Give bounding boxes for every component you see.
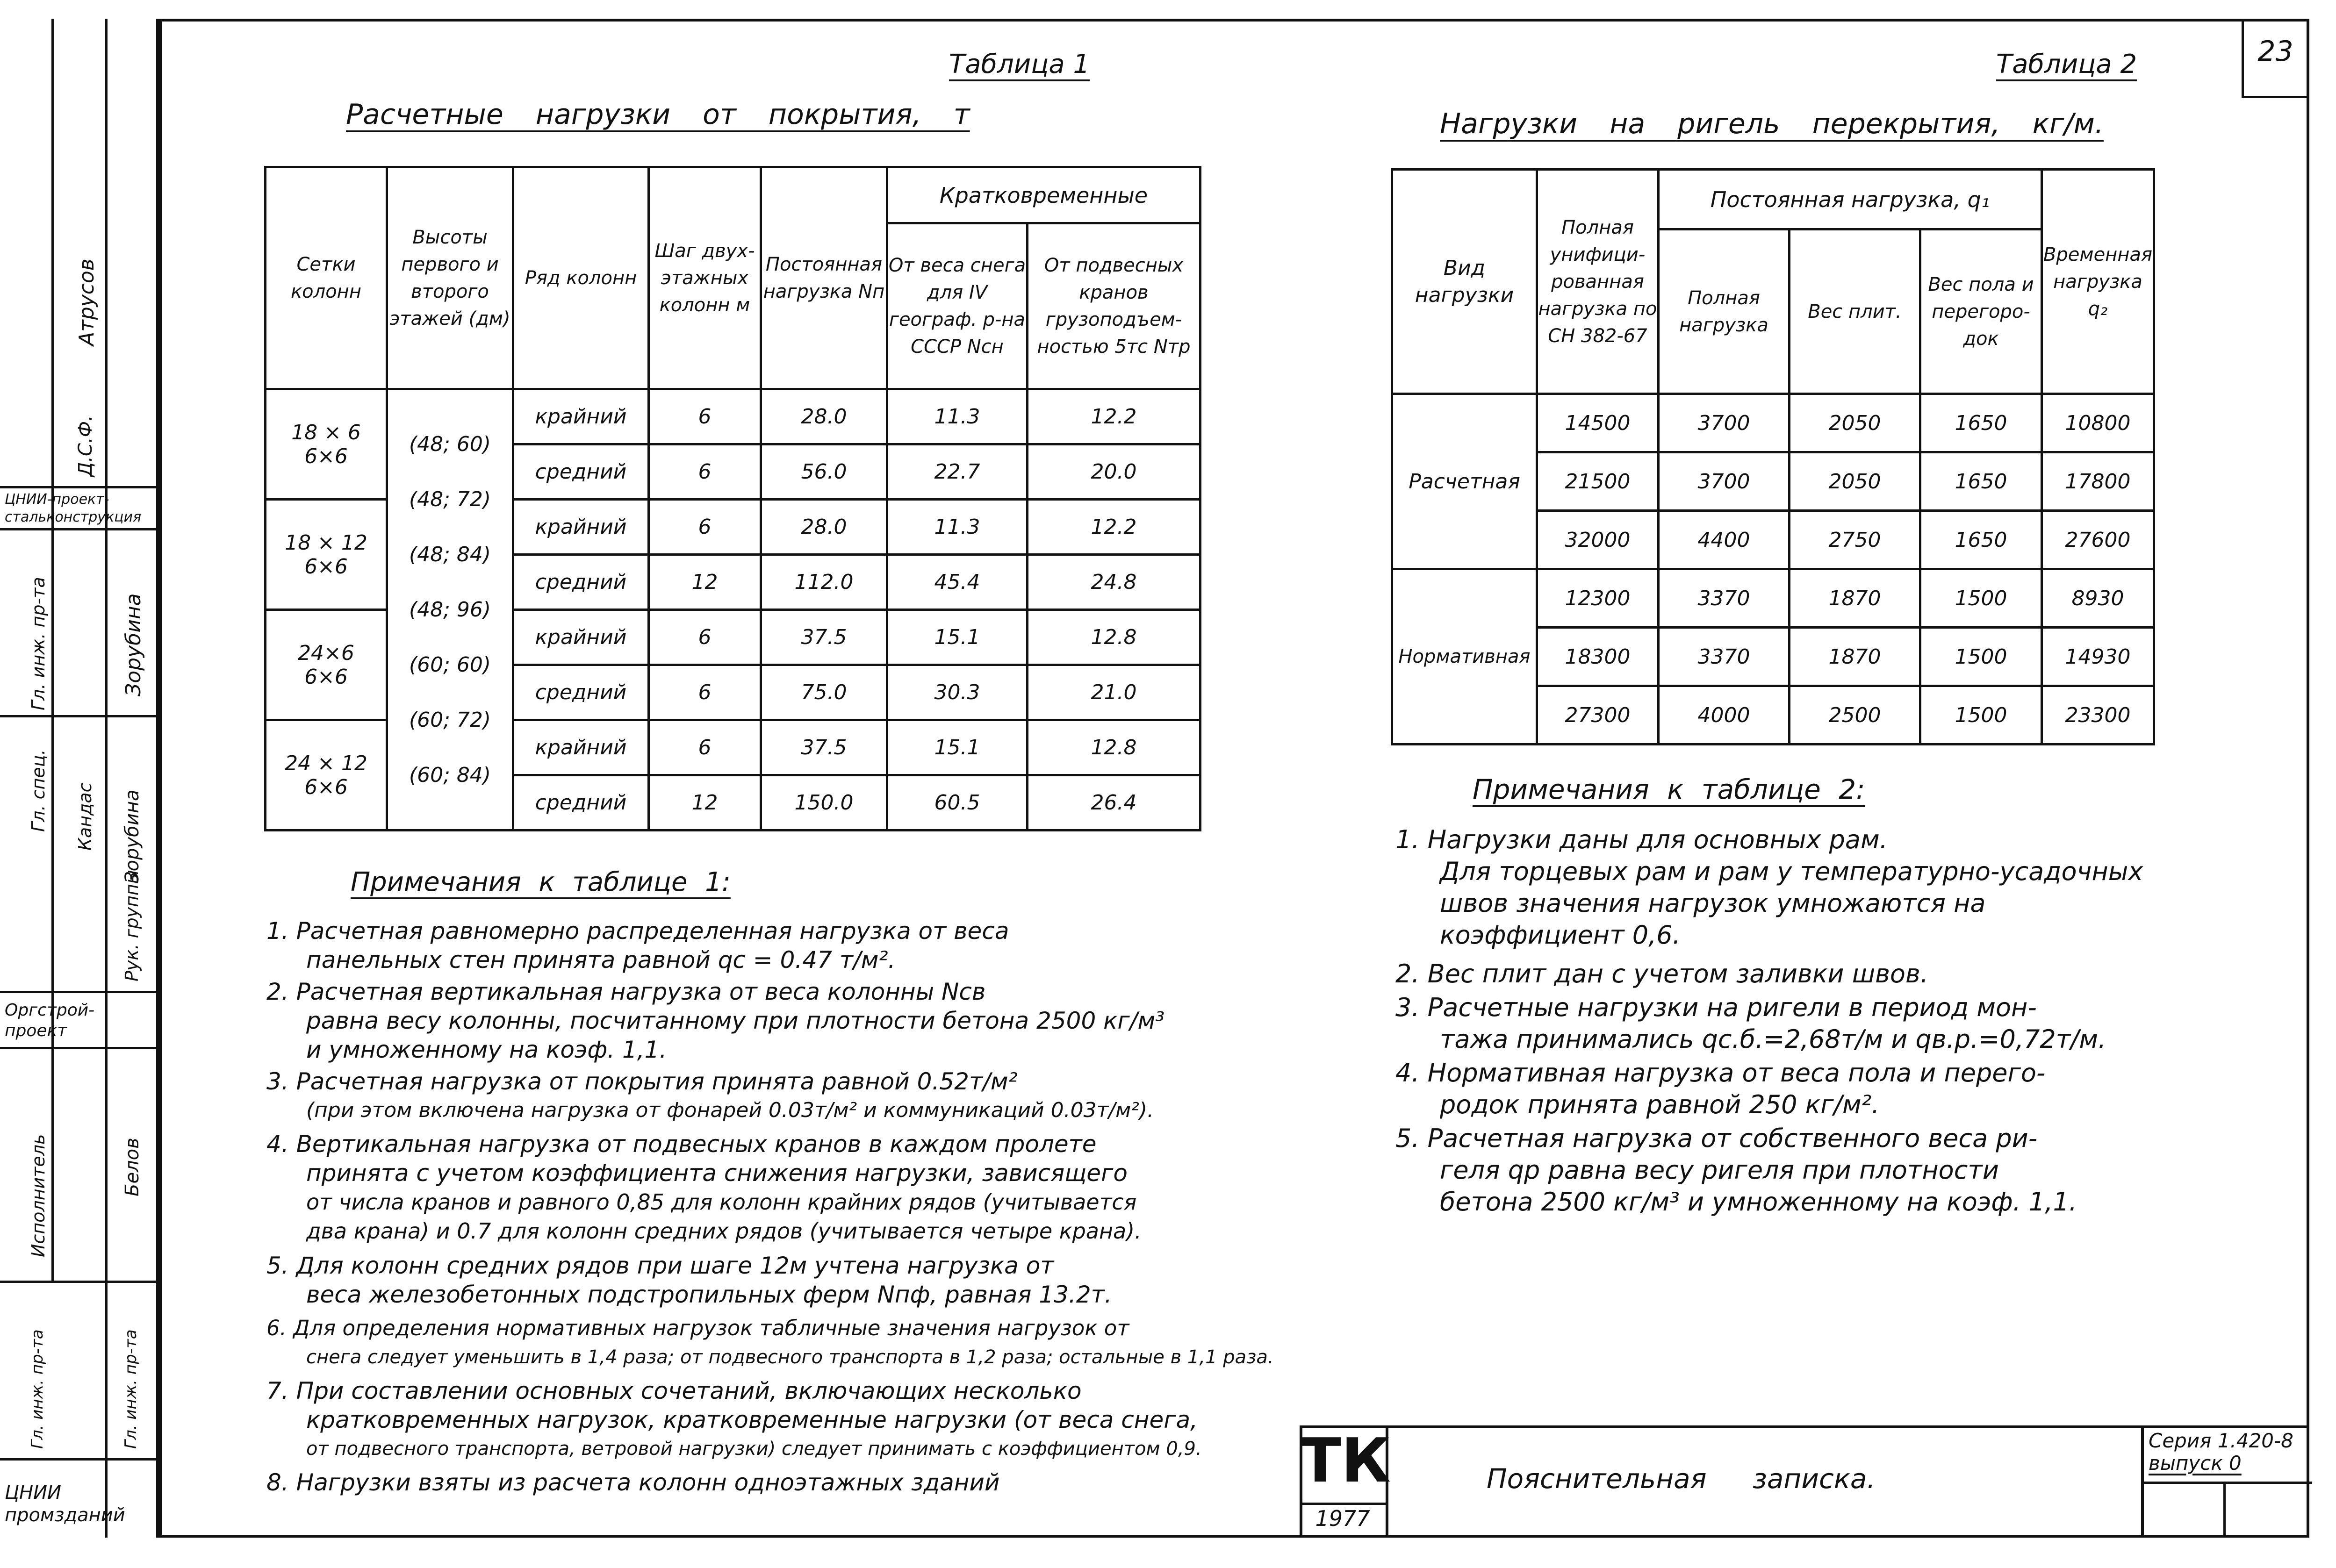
logo-divider <box>1300 1503 1386 1505</box>
t2-cell: 1870 <box>1790 628 1920 686</box>
nsn-cell: 60.5 <box>887 775 1028 831</box>
note-line: Для торцевых рам и рам у температурно-усадочных <box>1440 857 2143 886</box>
note-line: равна весу колонны, посчитанному при плотности бетона 2500 кг/м³ <box>306 1007 1165 1034</box>
header-postoyannaya: Постоянная нагрузка Nп <box>761 167 887 389</box>
header-postoyannaya: Постоянная нагрузка, q₁ <box>1659 170 2042 229</box>
np-cell: 28.0 <box>761 500 887 555</box>
note-line: 4. Вертикальная нагрузка от подвесных кранов в каждом пролете <box>266 1131 1097 1158</box>
vysoty-item: (48; 96) <box>409 597 491 622</box>
vysoty-item: (60; 60) <box>409 652 491 677</box>
nsn-cell: 15.1 <box>887 720 1028 775</box>
note-line: 3. Расчетные нагрузки на ригели в период мон- <box>1395 993 2037 1022</box>
tk-logo: ТК <box>1300 1425 1391 1496</box>
t2-cell: 3700 <box>1659 452 1790 511</box>
header-polnaya: Полная нагрузка <box>1659 229 1790 394</box>
ntr-cell: 12.2 <box>1028 389 1200 444</box>
t2-cell: 1650 <box>1920 394 2042 452</box>
np-cell: 56.0 <box>761 444 887 500</box>
vysoty-item: (48; 72) <box>409 487 491 511</box>
nsn-cell: 15.1 <box>887 610 1028 665</box>
header-polnaya-unif: Полная унифици- рованная нагрузка по СН 382-67 <box>1537 170 1659 394</box>
setki-bottom: 6×6 <box>304 554 348 579</box>
note-line: геля qр равна весу ригеля при плотности <box>1440 1155 1999 1185</box>
setki-cell <box>266 610 387 720</box>
header-ryad: Ряд колонн <box>513 167 649 389</box>
t2-cell: 4000 <box>1659 686 1790 745</box>
org-name: ЦНИИ-проект- стальконструкция <box>5 491 142 525</box>
np-cell: 37.5 <box>761 610 887 665</box>
side-entry: Атрусов <box>75 258 99 346</box>
note-line: от числа кранов и равного 0,85 для колонн крайних рядов (учитывается <box>306 1189 1137 1215</box>
t2-cell: 8930 <box>2042 569 2154 628</box>
side-entry: Д.С.Ф. <box>75 415 96 477</box>
table2-notes-title: Примечания к таблице 2: <box>1473 773 1865 805</box>
note-line: 4. Нормативная нагрузка от веса пола и перего- <box>1395 1058 2046 1088</box>
series-box <box>2141 1425 2309 1538</box>
table1-label: Таблица 1 <box>949 49 1090 79</box>
side-entry: Зорубина <box>122 789 143 883</box>
note-line: от подвесного транспорта, ветровой нагрузки) следует принимать с коэффициентом 0,9. <box>306 1438 1202 1460</box>
note-line: тажа принимались qс.б.=2,68т/м и qв.р.=0,72т/м. <box>1440 1024 2106 1054</box>
shag-cell: 6 <box>649 610 761 665</box>
nsn-cell: 22.7 <box>887 444 1028 500</box>
setki-top: 18 × 6 <box>291 420 361 444</box>
org-name: Оргстрой- проект <box>5 1001 95 1040</box>
note-line: 5. Расчетная нагрузка от собственного веса ри- <box>1395 1124 2038 1153</box>
side-entry: Кандас <box>75 782 95 851</box>
header-vid: Вид нагрузки <box>1392 170 1537 394</box>
side-entry: Белов <box>122 1138 143 1196</box>
ryad-cell: средний <box>513 665 649 720</box>
note-line: 2. Вес плит дан с учетом заливки швов. <box>1395 959 1928 988</box>
note-line: швов значения нагрузок умножаются на <box>1440 888 1986 918</box>
nsn-cell: 45.4 <box>887 555 1028 610</box>
ntr-cell: 20.0 <box>1028 444 1200 500</box>
np-cell: 28.0 <box>761 389 887 444</box>
header-kratkovremennye: Кратковременные <box>887 167 1200 223</box>
note-line: родок принята равной 250 кг/м². <box>1440 1090 1880 1119</box>
side-entry: Гл. инж. пр-та <box>28 1329 47 1449</box>
t2-cell: 3370 <box>1659 569 1790 628</box>
note-line: и умноженному на коэф. 1,1. <box>306 1036 667 1063</box>
shag-cell: 6 <box>649 665 761 720</box>
setki-cell <box>266 500 387 610</box>
ryad-cell: средний <box>513 775 649 831</box>
header-setki: Сетки колонн <box>266 167 387 389</box>
t2-cell: 1870 <box>1790 569 1920 628</box>
vysoty-item: (48; 84) <box>409 542 491 566</box>
side-entry: Гл. инж. пр-та <box>28 577 49 710</box>
ryad-cell: средний <box>513 555 649 610</box>
ryad-cell: крайний <box>513 500 649 555</box>
table2-label: Таблица 2 <box>1996 49 2137 79</box>
t2-cell: 4400 <box>1659 511 1790 569</box>
table2 <box>1391 168 2155 745</box>
t2-cell: 18300 <box>1537 628 1659 686</box>
note-line: 5. Для колонн средних рядов при шаге 12м учтена нагрузка от <box>266 1252 1054 1279</box>
np-cell: 112.0 <box>761 555 887 610</box>
note-line: 8. Нагрузки взяты из расчета колонн одноэтажных зданий <box>266 1469 1000 1496</box>
issue: выпуск 0 <box>2149 1452 2242 1475</box>
ntr-cell: 21.0 <box>1028 665 1200 720</box>
ryad-cell: средний <box>513 444 649 500</box>
note-line: принята с учетом коэффициента снижения нагрузки, зависящего <box>306 1160 1128 1187</box>
ryad-cell: крайний <box>513 720 649 775</box>
np-cell: 75.0 <box>761 665 887 720</box>
header-vysoty: Высоты первого и второго этажей (дм) <box>387 167 513 389</box>
header-krany: От подвесных кранов грузоподъем- ностью 5тс Nтр <box>1028 223 1200 389</box>
t2-cell: 1650 <box>1920 452 2042 511</box>
logo-box <box>1300 1425 1391 1538</box>
series-divider <box>2144 1482 2312 1484</box>
note-line: 3. Расчетная нагрузка от покрытия принята равной 0.52т/м² <box>266 1068 1018 1095</box>
table2-title: Нагрузки на ригель перекрытия, кг/м. <box>1440 107 2104 140</box>
page-number: 23 <box>2257 35 2293 68</box>
setki-top: 24 × 12 <box>285 751 367 775</box>
t2-cell: 12300 <box>1537 569 1659 628</box>
setki-cell <box>266 720 387 831</box>
t2-cell: 1500 <box>1920 686 2042 745</box>
note-line: коэффициент 0,6. <box>1440 920 1681 950</box>
setki-bottom: 6×6 <box>304 444 348 468</box>
note-line: 1. Расчетная равномерно распределенная нагрузка от веса <box>266 917 1009 945</box>
side-entry: Рук. группы <box>122 870 142 981</box>
t2-cell: 1500 <box>1920 569 2042 628</box>
ntr-cell: 26.4 <box>1028 775 1200 831</box>
vid-cell: Расчетная <box>1392 394 1537 569</box>
t2-cell: 14930 <box>2042 628 2154 686</box>
ryad-cell: крайний <box>513 610 649 665</box>
ntr-cell: 24.8 <box>1028 555 1200 610</box>
page-number-box <box>2242 19 2309 98</box>
shag-cell: 6 <box>649 444 761 500</box>
setki-bottom: 6×6 <box>304 665 348 689</box>
series: Серия 1.420-8 <box>2149 1429 2293 1452</box>
t2-cell: 1650 <box>1920 511 2042 569</box>
note-line: кратковременных нагрузок, кратковременные нагрузки (от веса снега, <box>306 1406 1198 1433</box>
table1-title: Расчетные нагрузки от покрытия, т <box>346 98 970 131</box>
t2-cell: 2050 <box>1790 394 1920 452</box>
t2-cell: 2750 <box>1790 511 1920 569</box>
ntr-cell: 12.2 <box>1028 500 1200 555</box>
note-line: бетона 2500 кг/м³ и умноженному на коэф. 1,1. <box>1440 1187 2077 1217</box>
ntr-cell: 12.8 <box>1028 720 1200 775</box>
setki-bottom: 6×6 <box>304 775 348 799</box>
table1-notes-title: Примечания к таблице 1: <box>351 867 731 897</box>
t2-cell: 27300 <box>1537 686 1659 745</box>
header-vremennaya: Временная нагрузка q₂ <box>2042 170 2154 394</box>
note-line: 7. При составлении основных сочетаний, включающих несколько <box>266 1377 1082 1404</box>
shag-cell: 6 <box>649 720 761 775</box>
t2-cell: 10800 <box>2042 394 2154 452</box>
t2-cell: 27600 <box>2042 511 2154 569</box>
t2-cell: 1500 <box>1920 628 2042 686</box>
setki-cell <box>266 389 387 500</box>
header-ves-plit: Вес плит. <box>1790 229 1920 394</box>
vysoty-item: (48; 60) <box>409 432 491 456</box>
note-line: 1. Нагрузки даны для основных рам. <box>1395 825 1888 854</box>
table1 <box>264 166 1201 831</box>
note-line: панельных стен принята равной qс = 0.47 т/м². <box>306 946 896 974</box>
note-line: снега следует уменьшить в 1,4 раза; от подвесного транспорта в 1,2 раза; остальные в 1,1 раза. <box>306 1346 1274 1368</box>
header-ves-pola: Вес пола и перегоро- док <box>1920 229 2042 394</box>
note-line: (при этом включена нагрузка от фонарей 0.03т/м² и коммуникаций 0.03т/м²). <box>306 1098 1154 1122</box>
t2-cell: 3700 <box>1659 394 1790 452</box>
header-sneg: От веса снега для IV географ. р-на СССР Nсн <box>887 223 1028 389</box>
note-line: 6. Для определения нормативных нагрузок табличные значения нагрузок от <box>266 1316 1129 1340</box>
nsn-cell: 11.3 <box>887 389 1028 444</box>
t2-cell: 3370 <box>1659 628 1790 686</box>
org-name: ЦНИИ промзданий <box>5 1482 125 1526</box>
t2-cell: 21500 <box>1537 452 1659 511</box>
year: 1977 <box>1315 1506 1370 1531</box>
t2-cell: 14500 <box>1537 394 1659 452</box>
t2-cell: 17800 <box>2042 452 2154 511</box>
shag-cell: 6 <box>649 500 761 555</box>
t2-cell: 23300 <box>2042 686 2154 745</box>
vysoty-item: (60; 72) <box>409 708 491 732</box>
note-line: 2. Расчетная вертикальная нагрузка от веса колонны Nсв <box>266 978 986 1005</box>
np-cell: 37.5 <box>761 720 887 775</box>
header-shag: Шаг двух- этажных колонн м <box>649 167 761 389</box>
setki-top: 18 × 12 <box>285 530 367 555</box>
shag-cell: 12 <box>649 555 761 610</box>
nsn-cell: 30.3 <box>887 665 1028 720</box>
np-cell: 150.0 <box>761 775 887 831</box>
shag-cell: 6 <box>649 389 761 444</box>
nsn-cell: 11.3 <box>887 500 1028 555</box>
t2-cell: 32000 <box>1537 511 1659 569</box>
note-line: веса железобетонных подстропильных ферм Nпф, равная 13.2т. <box>306 1281 1112 1308</box>
shag-cell: 12 <box>649 775 761 831</box>
side-entry: Гл. инж. пр-та <box>122 1329 140 1449</box>
side-entry: Гл. спец. <box>28 749 49 832</box>
ryad-cell: крайний <box>513 389 649 444</box>
vid-cell: Нормативная <box>1392 569 1537 745</box>
vysoty-item: (60; 84) <box>409 763 491 787</box>
t2-cell: 2500 <box>1790 686 1920 745</box>
series-vdivider <box>2223 1482 2226 1538</box>
note-line: два крана) и 0.7 для колонн средних рядов (учитывается четыре крана). <box>306 1218 1142 1244</box>
side-entry: Исполнитель <box>28 1134 49 1257</box>
document-title: Пояснительная записка. <box>1487 1463 1876 1495</box>
t2-cell: 2050 <box>1790 452 1920 511</box>
side-entry: Зорубина <box>122 593 145 696</box>
ntr-cell: 12.8 <box>1028 610 1200 665</box>
vysoty-cell <box>387 389 513 831</box>
left-side-strip <box>0 19 159 1538</box>
setki-top: 24×6 <box>298 641 354 665</box>
